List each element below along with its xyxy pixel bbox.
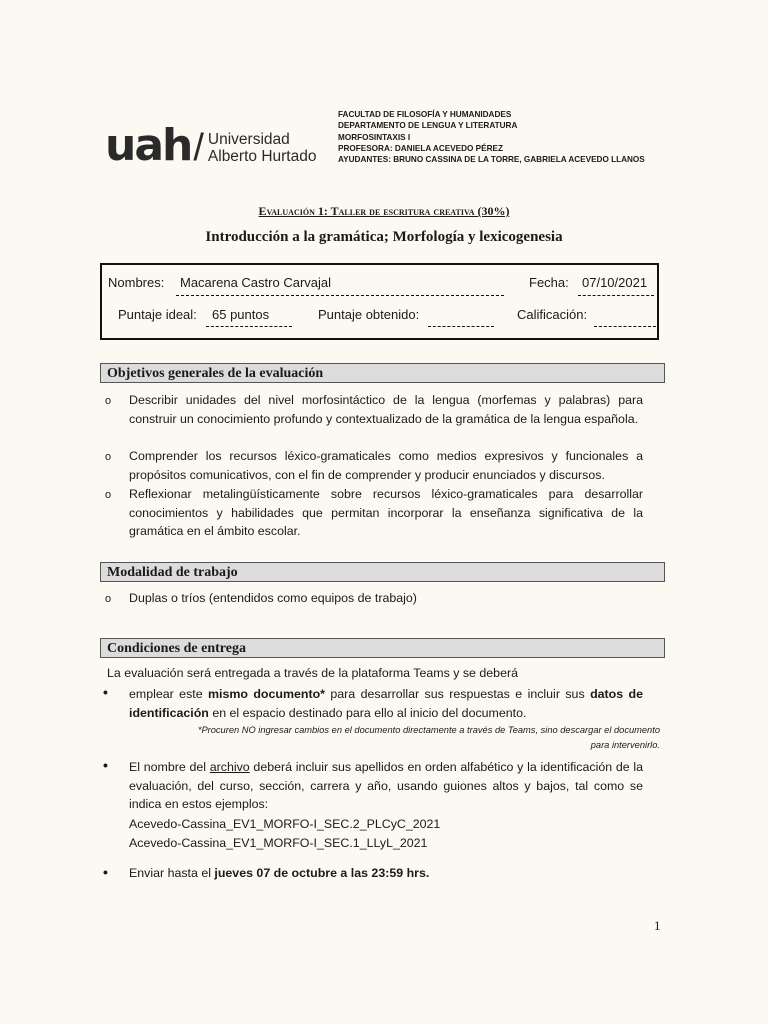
evaluation-subtitle: Introducción a la gramática; Morfología y lexicogenesia xyxy=(205,229,563,245)
list-bullet: o xyxy=(105,489,112,501)
ideal-score-label: Puntaje ideal: xyxy=(118,307,197,322)
text-segment: El nombre del xyxy=(129,760,210,774)
ideal-score-value: 65 puntos xyxy=(212,307,270,322)
course-line: MORFOSINTAXIS I xyxy=(338,132,411,142)
ideal-score-underline xyxy=(206,326,292,327)
text-segment: para desarrollar sus respuestas e incluir sus xyxy=(324,687,591,701)
obtained-score-field[interactable] xyxy=(428,326,494,327)
date-label: Fecha: xyxy=(529,275,569,290)
text-bold: jueves 07 de octubre a las 23:59 hrs. xyxy=(214,866,430,880)
logo-line-1: Universidad xyxy=(207,131,290,148)
logo-text xyxy=(208,131,317,166)
faculty-line: FACULTAD DE FILOSOFÍA Y HUMANIDADES xyxy=(338,110,512,119)
logo-mark: uah xyxy=(105,120,192,171)
grade-field[interactable] xyxy=(594,326,656,327)
conditions-intro: La evaluación será entregada a través de la plataforma Teams y se deberá xyxy=(107,666,518,680)
list-bullet: o xyxy=(105,593,112,605)
date-field[interactable]: 07/10/2021 xyxy=(582,275,648,290)
name-underline xyxy=(176,295,504,296)
text-segment: emplear este xyxy=(129,687,209,701)
filename-example: Acevedo-Cassina_EV1_MORFO-I_SEC.1_LLyL_2021 xyxy=(129,836,428,850)
evaluation-title: Evaluación 1: Taller de escritura creativa (30%) xyxy=(258,204,510,218)
text-segment: en el espacio destinado para ello al inicio del documento. xyxy=(208,705,527,720)
obtained-score-label: Puntaje obtenido: xyxy=(318,307,420,322)
text-segment: Enviar hasta el xyxy=(129,866,215,880)
condition-item-filename xyxy=(129,758,643,814)
logo-line-2: Alberto Hurtado xyxy=(207,148,317,165)
text-segment: deberá incluir sus apellidos en orden alfabético y la identificación de la evaluación, del curso, sección, carrera y año, usando guiones altos y bajos, tal como se indica en estos ejemplos: xyxy=(129,760,643,811)
objectives-heading: Objetivos generales de la evaluación xyxy=(100,363,665,383)
list-bullet: • xyxy=(103,864,108,880)
condition-item-document xyxy=(129,685,643,722)
objective-item: Comprender los recursos léxico-gramaticales como medios expresivos y funcionales a propósitos comunicativos, con el fin de comprender y producir enunciados y discursos. xyxy=(129,449,643,482)
objective-item: Reflexionar metalingüísticamente sobre recursos léxico-gramaticales para desarrollar conocimientos y habilidades que permitan incorporar la enseñanza significativa de la gramática en el ámbito escolar. xyxy=(129,487,643,538)
conditions-heading: Condiciones de entrega xyxy=(100,638,665,658)
modality-heading: Modalidad de trabajo xyxy=(100,562,665,582)
assistants-line: AYUDANTES: BRUNO CASSINA DE LA TORRE, GABRIELA ACEVEDO LLANOS xyxy=(338,155,645,165)
text-underlined: archivo xyxy=(209,760,250,774)
text-bold: mismo documento* xyxy=(208,687,325,701)
page-number: 1 xyxy=(654,918,661,933)
footnote xyxy=(129,723,660,753)
logo-slash: / xyxy=(193,127,204,169)
name-field[interactable]: Macarena Castro Carvajal xyxy=(180,275,332,290)
faculty-info xyxy=(338,109,645,165)
text-bold: datos de identificación xyxy=(129,687,643,720)
date-underline xyxy=(578,295,654,296)
objective-item: Describir unidades del nivel morfosintáctico de la lengua (morfemas y palabras) para construir un conocimiento profundo y contextualizado de la gramática de la lengua española. xyxy=(129,393,643,426)
filename-example: Acevedo-Cassina_EV1_MORFO-I_SEC.2_PLCyC_2021 xyxy=(129,817,441,831)
modality-item: Duplas o tríos (entendidos como equipos de trabajo) xyxy=(129,591,417,605)
name-label: Nombres: xyxy=(108,275,165,290)
department-line: DEPARTAMENTO DE LENGUA Y LITERATURA xyxy=(338,121,518,131)
condition-item-deadline xyxy=(129,864,643,883)
footnote-line: *Procuren NO ingresar cambios en el documento directamente a través de Teams, sino descargar el documento xyxy=(197,725,660,735)
grade-label: Calificación: xyxy=(517,307,588,322)
university-logo xyxy=(105,120,317,171)
footnote-line: para intervenirlo. xyxy=(590,740,660,750)
professor-line: PROFESORA: DANIELA ACEVEDO PÉREZ xyxy=(338,143,503,153)
list-bullet: • xyxy=(103,757,108,773)
list-bullet: o xyxy=(105,395,112,407)
identification-box xyxy=(100,263,659,340)
list-bullet: o xyxy=(105,451,112,463)
list-bullet: • xyxy=(103,684,108,700)
